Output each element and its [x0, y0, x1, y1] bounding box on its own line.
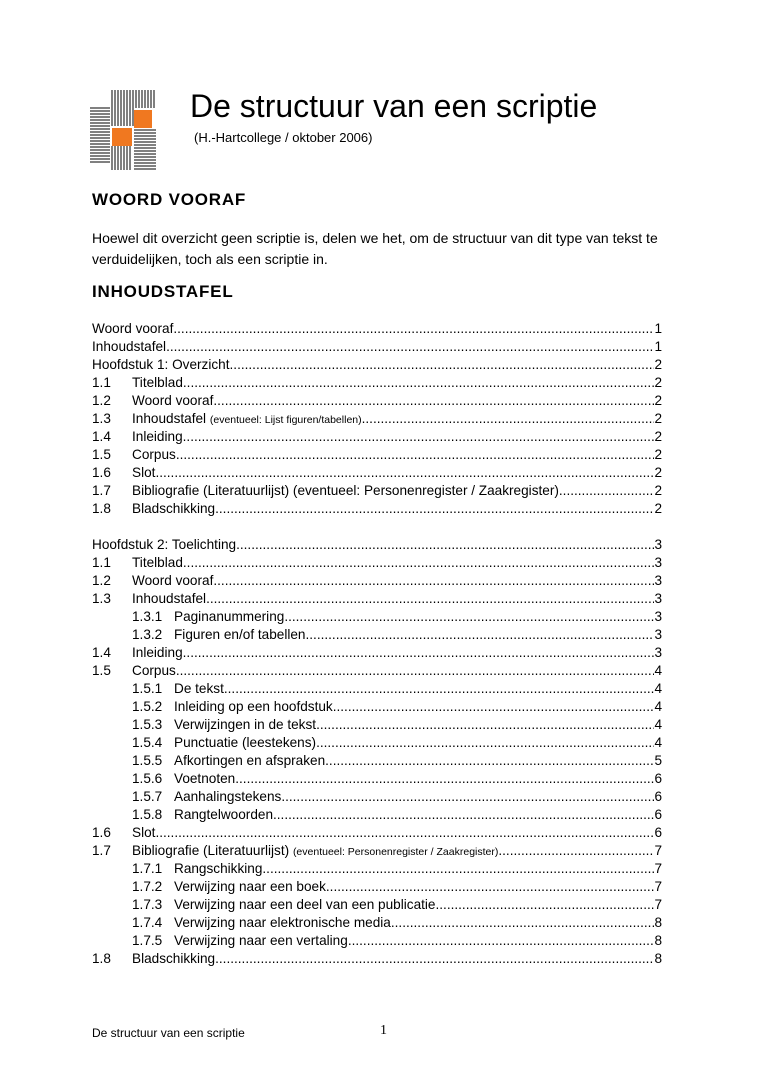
toc-entry[interactable] — [92, 932, 662, 950]
toc-entry-label: Verwijzing naar een vertaling — [174, 933, 348, 948]
toc-dot-leader — [333, 698, 655, 716]
toc-entry-label: Woord vooraf — [132, 393, 214, 408]
toc-entry-label: Inleiding — [132, 645, 183, 660]
logo-orange-square-top — [134, 110, 152, 128]
toc-entry[interactable] — [92, 464, 662, 482]
toc-entry-page: 2 — [654, 411, 662, 426]
toc-entry[interactable] — [92, 680, 662, 698]
toc-entry[interactable] — [92, 374, 662, 392]
toc-entry-number: 1.4 — [92, 645, 111, 660]
toc-entry-label: Bladschikking — [132, 951, 216, 966]
toc-dot-leader — [213, 572, 654, 590]
toc-entry-label: Punctuatie (leestekens) — [174, 735, 317, 750]
toc-entry-label: Figuren en/of tabellen — [174, 627, 306, 642]
toc-entry-label: Verwijzing naar een boek — [174, 879, 326, 894]
toc-entry[interactable] — [92, 356, 662, 374]
toc-entry[interactable] — [92, 590, 662, 608]
toc-dot-leader — [498, 842, 654, 860]
toc-entry-number: 1.2 — [92, 573, 111, 588]
toc-entry-page: 2 — [654, 393, 662, 408]
toc-entry-number: 1.7 — [92, 843, 111, 858]
toc-entry-page: 1 — [654, 321, 662, 336]
toc-entry-note: (eventueel: Personenregister / Zaakregister) — [292, 846, 499, 858]
toc-entry[interactable] — [92, 626, 662, 644]
toc-entry-number: 1.8 — [92, 951, 111, 966]
toc-dot-leader — [206, 590, 654, 608]
toc-dot-leader — [306, 626, 655, 644]
toc-entry[interactable] — [92, 878, 662, 896]
toc-spacer — [92, 518, 662, 536]
toc-dot-leader — [183, 554, 655, 572]
toc-entry-page: 6 — [654, 789, 662, 804]
toc-dot-leader — [183, 428, 655, 446]
footer-page-number: 1 — [380, 1023, 387, 1038]
toc-entry-label: Inhoudstafel — [132, 411, 207, 426]
toc-entry-label: Woord vooraf — [92, 321, 174, 336]
school-logo — [90, 90, 156, 170]
toc-entry-label: Verwijzingen in de tekst — [174, 717, 317, 732]
toc-entry-label: Rangschikking — [174, 861, 263, 876]
toc-entry-number: 1.7.3 — [132, 897, 163, 912]
toc-dot-leader — [176, 662, 655, 680]
toc-entry-page: 4 — [654, 735, 662, 750]
toc-dot-leader — [215, 950, 654, 968]
toc-entry[interactable] — [92, 644, 662, 662]
toc-entry[interactable] — [92, 428, 662, 446]
toc-entry-label: Inhoudstafel — [132, 591, 207, 606]
toc-entry-number: 1.3 — [92, 411, 111, 426]
toc-entry-number: 1.7.2 — [132, 879, 163, 894]
toc-entry-page: 2 — [654, 375, 662, 390]
toc-entry-page: 3 — [654, 555, 662, 570]
toc-entry-page: 8 — [654, 933, 662, 948]
toc-entry[interactable] — [92, 662, 662, 680]
toc-entry-page: 2 — [654, 501, 662, 516]
toc-entry[interactable] — [92, 842, 662, 860]
toc-entry-page: 7 — [654, 861, 662, 876]
toc-entry-page: 2 — [654, 357, 662, 372]
toc-entry-page: 2 — [654, 483, 662, 498]
toc-entry-label: Bibliografie (Literatuurlijst) (eventueel: Personenregister / Zaakregister) — [132, 483, 559, 498]
toc-entry-number: 1.5.2 — [132, 699, 163, 714]
toc-entry-number: 1.7.4 — [132, 915, 163, 930]
toc-dot-leader — [262, 860, 654, 878]
toc-entry-label: Inleiding op een hoofdstuk — [174, 699, 333, 714]
toc-entry-label: Rangtelwoorden — [174, 807, 273, 822]
toc-dot-leader — [155, 464, 654, 482]
voorwoord-text: Hoewel dit overzicht geen scriptie is, delen we het, om de structuur van dit type van tekst te verduidelijken, toch als een scriptie in. — [92, 230, 658, 267]
toc-entry-page: 6 — [654, 771, 662, 786]
toc-entry-label: Titelblad — [132, 555, 183, 570]
toc-dot-leader — [215, 500, 654, 518]
toc-dot-leader — [176, 446, 655, 464]
toc-entry-page: 4 — [654, 717, 662, 732]
toc-entry[interactable] — [92, 914, 662, 932]
toc-entry-label: Afkortingen en afspraken — [174, 753, 326, 768]
toc-entry-label: Corpus — [132, 663, 176, 678]
toc-entry-number: 1.7 — [92, 483, 111, 498]
toc-entry-number: 1.8 — [92, 501, 111, 516]
document-subtitle: (H.-Hartcollege / oktober 2006) — [194, 130, 373, 145]
toc-entry[interactable] — [92, 806, 662, 824]
toc-entry-label: Corpus — [132, 447, 176, 462]
toc-entry-number: 1.4 — [92, 429, 111, 444]
toc-dot-leader — [236, 536, 654, 554]
toc-entry[interactable] — [92, 770, 662, 788]
toc-entry-label: De tekst — [174, 681, 224, 696]
toc-dot-leader — [183, 374, 655, 392]
toc-entry[interactable] — [92, 338, 662, 356]
toc-entry-page: 3 — [654, 573, 662, 588]
toc-entry-page: 3 — [654, 645, 662, 660]
toc-dot-leader — [173, 320, 654, 338]
toc-entry[interactable] — [92, 446, 662, 464]
toc-entry-label: Voetnoten — [174, 771, 236, 786]
toc-entry-page: 8 — [654, 951, 662, 966]
toc-entry-number: 1.5.3 — [132, 717, 163, 732]
toc-entry-number: 1.5 — [92, 663, 111, 678]
toc-entry-page: 4 — [654, 681, 662, 696]
toc-entry-label: Inleiding — [132, 429, 183, 444]
toc-dot-leader — [166, 338, 654, 356]
toc-entry-label: Bibliografie (Literatuurlijst) — [132, 843, 290, 858]
toc-dot-leader — [230, 356, 655, 374]
toc-entry[interactable] — [92, 536, 662, 554]
toc-entry-page: 8 — [654, 915, 662, 930]
toc-entry[interactable] — [92, 752, 662, 770]
toc-entry[interactable] — [92, 716, 662, 734]
toc-entry-page: 6 — [654, 807, 662, 822]
logo-orange-square-bottom — [112, 128, 132, 146]
toc-entry-number: 1.7.1 — [132, 861, 163, 876]
toc-entry-number: 1.1 — [92, 555, 111, 570]
toc-entry-number: 1.5.7 — [132, 789, 163, 804]
toc-entry-number: 1.5.5 — [132, 753, 163, 768]
toc-entry-label: Woord vooraf — [132, 573, 214, 588]
toc-entry-number: 1.3 — [92, 591, 111, 606]
toc-dot-leader — [316, 734, 654, 752]
toc-dot-leader — [391, 914, 655, 932]
toc-entry-page: 7 — [654, 879, 662, 894]
toc-entry-label: Inhoudstafel — [92, 339, 167, 354]
toc-entry-page: 1 — [654, 339, 662, 354]
toc-entry[interactable] — [92, 572, 662, 590]
toc-dot-leader — [281, 788, 654, 806]
toc-dot-leader — [224, 680, 655, 698]
toc-dot-leader — [213, 392, 654, 410]
toc-entry[interactable] — [92, 608, 662, 626]
toc-entry-page: 2 — [654, 447, 662, 462]
toc-entry-number: 1.1 — [92, 375, 111, 390]
toc-entry-page: 2 — [654, 429, 662, 444]
toc-entry[interactable] — [92, 788, 662, 806]
table-of-contents — [92, 320, 662, 968]
toc-entry-note: (eventueel: Lijst figuren/tabellen) — [209, 414, 362, 426]
toc-entry-page: 6 — [654, 825, 662, 840]
toc-entry-number: 1.5 — [92, 447, 111, 462]
toc-entry-page: 7 — [654, 843, 662, 858]
toc-entry-page: 3 — [654, 591, 662, 606]
toc-entry-number: 1.5.1 — [132, 681, 163, 696]
toc-entry-label: Aanhalingstekens — [174, 789, 282, 804]
toc-entry-number: 1.6 — [92, 465, 111, 480]
heading-inhoudstafel: INHOUDSTAFEL — [92, 282, 234, 301]
toc-entry-page: 5 — [654, 753, 662, 768]
toc-entry-number: 1.6 — [92, 825, 111, 840]
toc-entry[interactable] — [92, 500, 662, 518]
toc-entry-label: Titelblad — [132, 375, 183, 390]
toc-entry[interactable] — [92, 482, 662, 500]
toc-entry-page: 4 — [654, 663, 662, 678]
toc-dot-leader — [284, 608, 654, 626]
toc-entry-number: 1.3.1 — [132, 609, 163, 624]
toc-dot-leader — [362, 410, 655, 428]
toc-entry-label: Hoofdstuk 1: Overzicht — [92, 357, 230, 372]
toc-entry-number: 1.2 — [92, 393, 111, 408]
toc-dot-leader — [325, 752, 654, 770]
toc-entry-label: Slot — [132, 825, 156, 840]
toc-entry-label: Bladschikking — [132, 501, 216, 516]
toc-entry[interactable] — [92, 824, 662, 842]
toc-entry[interactable] — [92, 950, 662, 968]
toc-entry-number: 1.3.2 — [132, 627, 163, 642]
toc-entry[interactable] — [92, 860, 662, 878]
toc-entry-page: 7 — [654, 897, 662, 912]
toc-entry[interactable] — [92, 896, 662, 914]
toc-entry-number: 1.5.8 — [132, 807, 163, 822]
toc-entry-page: 3 — [654, 537, 662, 552]
toc-entry[interactable] — [92, 320, 662, 338]
toc-entry-label: Paginanummering — [174, 609, 285, 624]
heading-woord-vooraf: WOORD VOORAF — [92, 190, 247, 209]
toc-entry-number: 1.5.6 — [132, 771, 163, 786]
toc-entry[interactable] — [92, 392, 662, 410]
toc-dot-leader — [559, 482, 655, 500]
toc-entry[interactable] — [92, 554, 662, 572]
toc-entry-page: 3 — [654, 627, 662, 642]
toc-entry-label: Verwijzing naar een deel van een publicatie — [174, 897, 436, 912]
toc-entry-page: 2 — [654, 465, 662, 480]
toc-entry[interactable] — [92, 698, 662, 716]
toc-entry-label: Verwijzing naar elektronische media — [174, 915, 391, 930]
toc-entry[interactable] — [92, 734, 662, 752]
toc-dot-leader — [235, 770, 654, 788]
toc-dot-leader — [183, 644, 655, 662]
toc-dot-leader — [316, 716, 654, 734]
toc-entry[interactable] — [92, 410, 662, 428]
toc-entry-page: 3 — [654, 609, 662, 624]
toc-dot-leader — [435, 896, 654, 914]
toc-dot-leader — [155, 824, 654, 842]
toc-dot-leader — [326, 878, 655, 896]
toc-entry-number: 1.5.4 — [132, 735, 163, 750]
toc-entry-label: Slot — [132, 465, 156, 480]
toc-dot-leader — [273, 806, 654, 824]
toc-dot-leader — [348, 932, 655, 950]
toc-entry-number: 1.7.5 — [132, 933, 163, 948]
toc-entry-page: 4 — [654, 699, 662, 714]
toc-entry-label: Hoofdstuk 2: Toelichting — [92, 537, 237, 552]
document-title: De structuur van een scriptie — [190, 88, 598, 124]
footer-doc-title: De structuur van een scriptie — [92, 1026, 245, 1040]
